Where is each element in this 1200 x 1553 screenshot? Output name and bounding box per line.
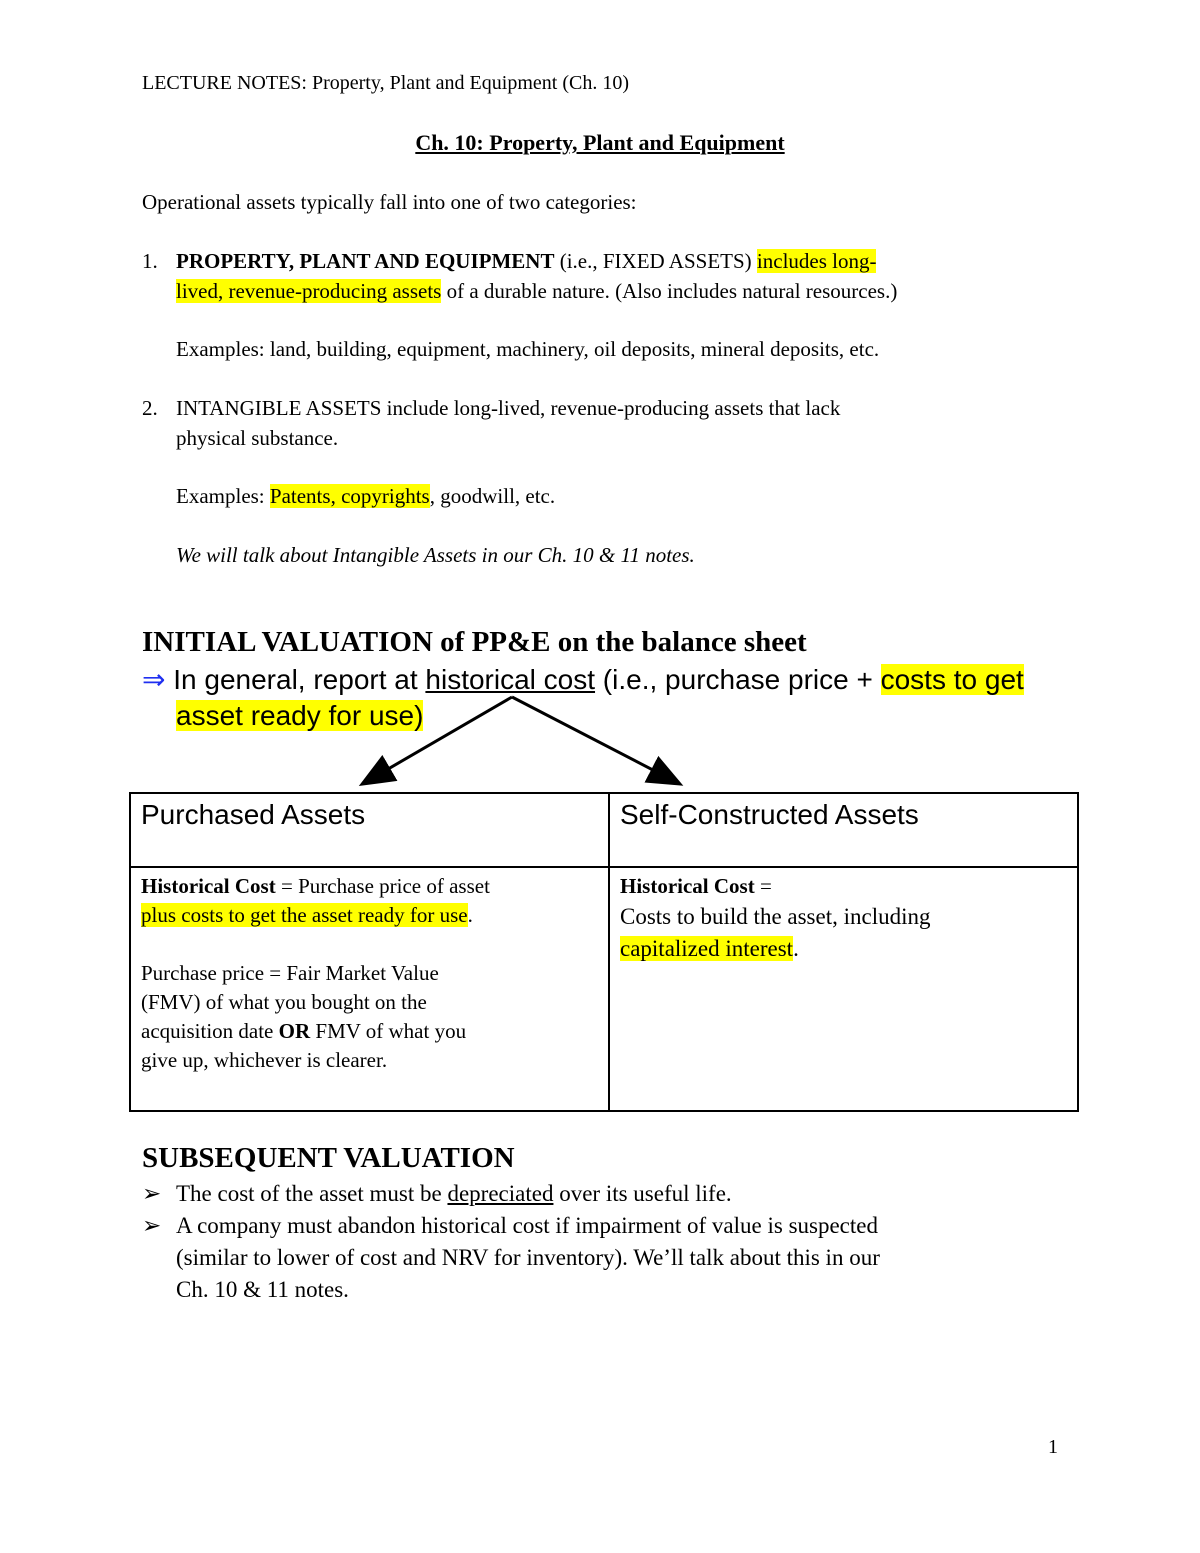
initial-highlight-a: costs to get <box>880 664 1024 695</box>
initial-highlight-b: asset ready for use) <box>176 700 424 731</box>
implies-arrow-icon: ⇒ <box>142 664 166 695</box>
bullet-2-line-3: Ch. 10 & 11 notes. <box>176 1277 349 1302</box>
intangible-examples-rest: , goodwill, etc. <box>429 484 556 508</box>
purchased-hc-highlight: plus costs to get the asset ready for use <box>141 903 468 927</box>
initial-valuation-heading: INITIAL VALUATION of PP&E on the balance sheet <box>142 626 807 658</box>
page-title: Ch. 10: Property, Plant and Equipment <box>415 130 785 155</box>
intangible-examples-label: Examples: <box>176 484 270 508</box>
purchased-para-4: give up, whichever is clearer. <box>141 1048 388 1072</box>
self-hc-label: Historical Cost <box>620 874 755 898</box>
bullet-1-a: The cost of the asset must be <box>176 1181 448 1206</box>
initial-line-a: In general, report at <box>165 664 426 695</box>
ppe-highlight-2: lived, revenue-producing assets <box>176 279 442 303</box>
purchased-hc-label: Historical Cost <box>141 874 276 898</box>
bullet-2-line-2: (similar to lower of cost and NRV for inventory). We’ll talk about this in our <box>176 1245 880 1270</box>
purchased-para-2: (FMV) of what you bought on the <box>141 990 427 1014</box>
purchased-para-3 <box>141 1017 608 1046</box>
self-constructed-body <box>610 868 1077 965</box>
self-highlight: capitalized interest <box>620 936 794 961</box>
bullet-1 <box>176 1178 732 1210</box>
asset-types-table <box>129 792 1079 1112</box>
term-ppe: PROPERTY, PLANT AND EQUIPMENT <box>176 249 555 273</box>
historical-cost-term: historical cost <box>425 664 596 695</box>
purchased-or: OR <box>278 1019 311 1043</box>
bullet-1-b: over its useful life. <box>553 1181 732 1206</box>
intangible-examples-highlight: Patents, copyrights <box>269 484 430 508</box>
bullet-2-icon: ➢ <box>142 1213 162 1238</box>
intangible-line-1: INTANGIBLE ASSETS include long-lived, revenue-producing assets that lack <box>176 396 841 420</box>
arrow-left <box>364 697 512 783</box>
ppe-rest: of a durable nature. (Also includes natural resources.) <box>441 279 898 303</box>
purchased-para-3c: FMV of what you <box>310 1019 467 1043</box>
subsequent-heading: SUBSEQUENT VALUATION <box>142 1142 515 1174</box>
purchased-para-3a: acquisition date <box>141 1019 279 1043</box>
intro-text: Operational assets typically fall into one of two categories: <box>142 190 637 214</box>
intangible-note: We will talk about Intangible Assets in our Ch. 10 & 11 notes. <box>176 543 695 567</box>
purchased-period: . <box>467 903 473 927</box>
list-number-2: 2. <box>142 396 158 420</box>
initial-line-b: (i.e., purchase price + <box>595 664 881 695</box>
page-number: 1 <box>1048 1436 1058 1458</box>
bullet-2-line-1: A company must abandon historical cost if impairment of value is suspected <box>176 1213 878 1238</box>
purchased-header-cell <box>130 793 609 867</box>
self-constructed-header-cell <box>609 793 1078 867</box>
purchased-hc-eq: = Purchase price of asset <box>275 874 490 898</box>
purchased-body-cell <box>130 867 609 1111</box>
purchased-header: Purchased Assets <box>141 799 366 830</box>
running-header: LECTURE NOTES: Property, Plant and Equipment (Ch. 10) <box>142 72 629 94</box>
bullet-1-icon: ➢ <box>142 1181 162 1206</box>
self-hc-eq: = <box>754 874 772 898</box>
arrow-right <box>512 697 678 783</box>
ppe-aka: (i.e., FIXED ASSETS) <box>554 249 757 273</box>
purchased-body <box>131 868 608 1075</box>
purchased-para-1: Purchase price = Fair Market Value <box>141 961 439 985</box>
depreciated-term: depreciated <box>447 1181 554 1206</box>
self-constructed-header: Self-Constructed Assets <box>620 799 919 830</box>
self-constructed-body-cell <box>609 867 1078 1111</box>
intangible-line-2: physical substance. <box>176 426 339 450</box>
ppe-examples: Examples: land, building, equipment, machinery, oil deposits, mineral deposits, etc. <box>176 337 880 361</box>
ppe-highlight-1: includes long- <box>756 249 877 273</box>
self-line-1: Costs to build the asset, including <box>620 904 931 929</box>
self-period: . <box>793 936 799 961</box>
list-number-1: 1. <box>142 249 158 273</box>
